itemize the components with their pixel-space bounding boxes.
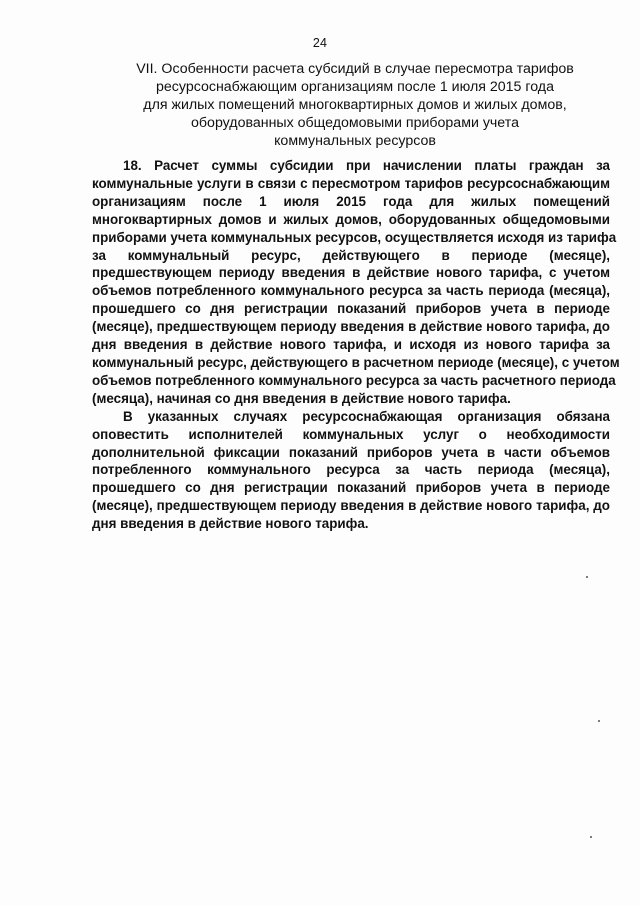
heading-line: для жилых помещений многоквартирных домов и жилых домов, <box>143 97 567 113</box>
text-line: 18. Расчет суммы субсидии при начислении платы граждан за <box>123 158 610 173</box>
text-line: дня введения в действие нового тарифа, и исходя из нового тарифа за <box>92 337 610 353</box>
heading-line: оборудованных общедомовыми приборами учета <box>191 115 519 131</box>
text-line: многоквартирных домов и жилых домов, оборудованных общедомовыми <box>92 211 610 227</box>
text-line: коммунальный ресурс, действующего в расчетном периоде (месяце), с учетом <box>92 354 620 370</box>
text-line: организациям после 1 июля 2015 года для жилых помещений <box>92 193 610 209</box>
text-line: за коммунальный ресурс, действующего в периоде (месяце), <box>92 247 610 263</box>
text-line: дополнительной фиксации показаний приборов учета в части объемов <box>92 444 610 460</box>
heading-line: VII. Особенности расчета субсидий в случае пересмотра тарифов <box>136 61 574 77</box>
scan-speck <box>586 576 588 578</box>
text-line: (месяце), предшествующем периоду введения в действие нового тарифа, до <box>92 319 610 335</box>
section-heading <box>100 60 610 150</box>
text-line: прошедшего со дня регистрации показаний приборов учета в периоде <box>92 480 610 496</box>
page-number: 24 <box>312 36 328 50</box>
text-line: прошедшего со дня регистрации показаний приборов учета в периоде <box>92 301 610 317</box>
heading-line: ресурсоснабжающим организациям после 1 июля 2015 года <box>156 79 554 95</box>
scan-speck <box>598 720 600 722</box>
body-text <box>92 157 620 533</box>
text-line: предшествующем периоду введения в действие нового тарифа, с учетом <box>92 265 610 281</box>
text-line: В указанных случаях ресурсоснабжающая организация обязана <box>123 408 610 424</box>
heading-line: коммунальных ресурсов <box>274 133 436 149</box>
text-line: объемов потребленного коммунального ресурса за часть расчетного периода <box>92 372 616 388</box>
text-line: объемов потребленного коммунального ресурса за часть периода (месяца), <box>92 283 610 299</box>
text-line: оповестить исполнителей коммунальных услуг о необходимости <box>92 426 610 442</box>
paragraph-18 <box>92 157 620 408</box>
text-line: (месяца), начиная со дня введения в действие нового тарифа. <box>92 390 511 406</box>
text-line: дня введения в действие нового тарифа. <box>92 516 369 532</box>
text-line: коммунальные услуги в связи с пересмотром тарифов ресурсоснабжающим <box>92 175 610 191</box>
paragraph-notification <box>92 408 610 533</box>
text-line: приборами учета коммунальных ресурсов, осуществляется исходя из тарифа <box>92 229 617 245</box>
text-line: (месяце), предшествующем периоду введения в действие нового тарифа, до <box>92 498 610 514</box>
scan-speck <box>590 836 592 838</box>
text-line: потребленного коммунального ресурса за часть периода (месяца), <box>92 462 610 478</box>
